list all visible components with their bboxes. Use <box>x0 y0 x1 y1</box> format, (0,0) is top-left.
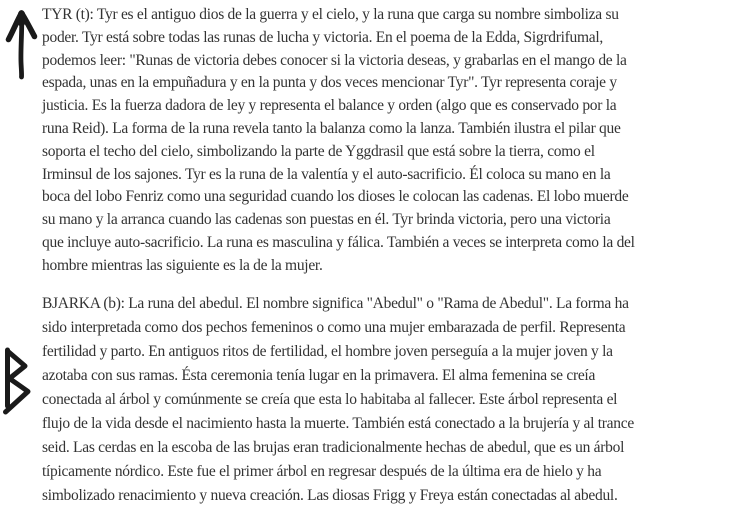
text-line: poder. Tyr está sobre todas las runas de lucha y victoria. En el poema de la Edda, Sigrdrifumal, <box>42 28 604 46</box>
text-line: runa Reid). La forma de la runa revela tanto la balanza como la lanza. También ilustra el pilar que <box>42 119 621 137</box>
text-line: flujo de la vida desde el nacimiento hasta la muerte. También está conectado a la brujería y al trance <box>42 414 634 432</box>
text-line: conectada al árbol y comúnmente se creía que esta lo habitaba al fallecer. Este árbol representa el <box>42 390 618 408</box>
text-line: azotaba con sus ramas. Ésta ceremonia tenía lugar en la primavera. El alma femenina se creía <box>42 366 596 384</box>
text-line: que incluye auto-sacrificio. La runa es masculina y fálica. También a veces se interpreta como la del <box>42 233 635 251</box>
text-line: fertilidad y parto. En antiguos ritos de fertilidad, el hombre joven perseguía a la mujer joven y la <box>42 342 613 360</box>
text-line: su mano y la arranca cuando las cadenas son puestas en él. Tyr brinda victoria, pero una victoria <box>42 211 611 229</box>
text-content <box>42 4 749 508</box>
paragraph-tyr <box>42 4 749 278</box>
text-line: simbolizado renacimiento y nueva creación. Las diosas Frigg y Freya están conectadas al abedul. <box>42 486 618 504</box>
text-line: soporta el techo del cielo, simbolizando la parte de Yggdrasil que está sobre la tierra, como el <box>42 142 595 160</box>
text-line: TYR (t): Tyr es el antiguo dios de la guerra y el cielo, y la runa que carga su nombre simboliza su <box>42 6 619 23</box>
text-line: Irminsul de los sajones. Tyr es la runa de la valentía y el auto-sacrificio. Él coloca su mano en la <box>42 165 611 183</box>
text-line: típicamente nórdico. Este fue el primer árbol en regresar después de la última era de hielo y ha <box>42 462 602 480</box>
text-line: BJARKA (b): La runa del abedul. El nombre significa "Abedul" o "Rama de Abedul". La forma ha <box>42 294 629 312</box>
tyr-rune-icon <box>2 6 40 82</box>
text-line: seid. Las cerdas en la escoba de las brujas eran tradicionalmente hechas de abedul, que es un árbol <box>42 438 625 456</box>
text-line: boca del lobo Fenriz como una seguridad cuando los dioses le colocan las cadenas. El lobo muerde <box>42 188 629 206</box>
text-line: espada, unas en la empuñadura y en la punta y dos veces mencionar Tyr". Tyr representa coraje y <box>42 74 617 92</box>
text-line: sido interpretada como dos pechos femeninos o como una mujer embarazada de perfil. Representa <box>42 318 626 336</box>
text-line: podemos leer: "Runas de victoria debes conocer si la victoria deseas, y grabarlas en el mango de la <box>42 51 627 69</box>
bjarka-rune-icon <box>1 346 33 416</box>
text-line: hombre mientras las siguiente es la de la mujer. <box>42 256 323 274</box>
paragraph-bjarka <box>42 292 749 508</box>
text-line: justicia. Es la fuerza dadora de ley y representa el balance y orden (algo que es conservado por la <box>42 97 617 115</box>
